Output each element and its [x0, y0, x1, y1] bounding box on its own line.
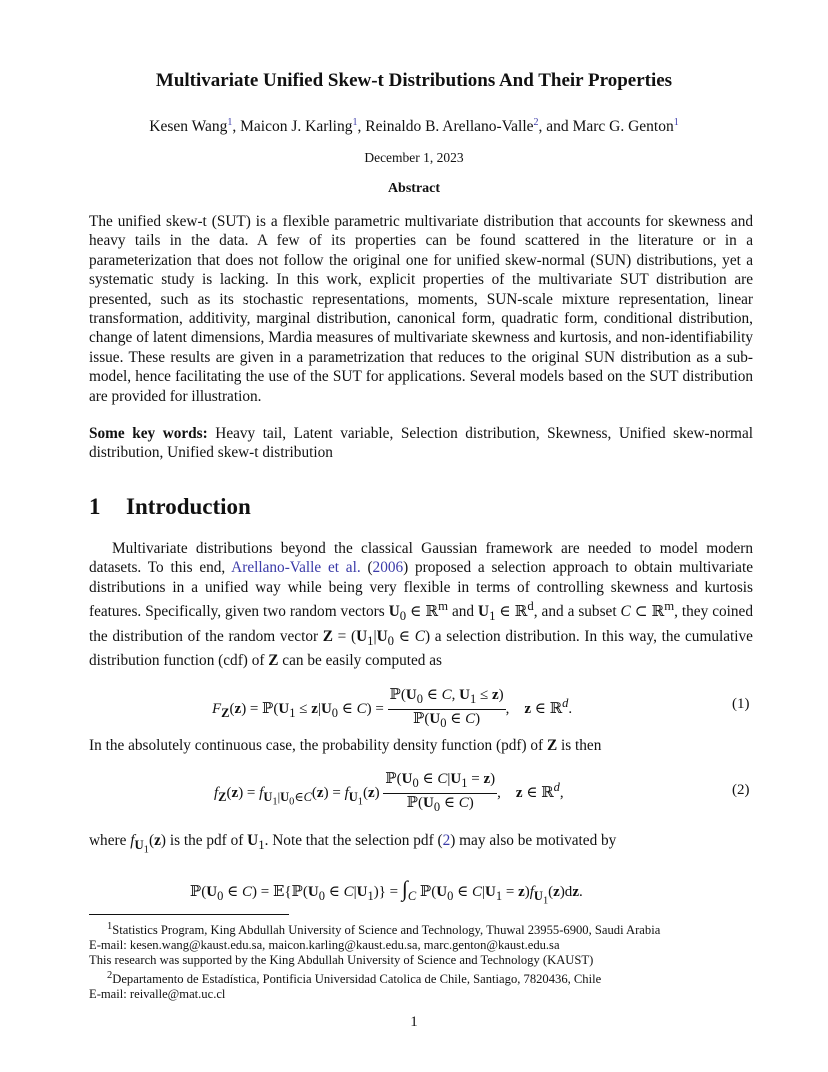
intro-text: is then — [557, 737, 602, 754]
author-separator: , — [357, 118, 366, 136]
intro-text: can be easily computed as — [278, 652, 443, 670]
intro-paragraph: where $f_{U_1}(z)$ is the pdf of $U_1$. Note that the selection pdf (2) may also be motivated by — [89, 832, 617, 856]
paper-title — [0, 70, 828, 92]
keywords-label: Some key words: — [89, 425, 208, 442]
section-title: Introduction — [126, 494, 251, 519]
affiliation-mark[interactable]: 1 — [352, 117, 358, 128]
intro-text: . Note that the selection pdf ( — [264, 832, 443, 849]
abstract-text: The unified skew-t (SUT) is a flexible parametric multivariate distribution that accounts for skewness and heavy tails in the data. A few of its properties can be found scattered in the literature or in a parameterization that does not follow the original one for unified skew-normal (SUN) distributions, yet a systematic study is lacking. In this work, explicit properties of the multivariate SUT distribution are presented, such as its stochastic representations, moments, SUN-scale mixture representation, linear transformation, additivity, marginal distribution, canonical form, quadratic form, conditional distribution, change of latent dimensions, Mardia measures of multivariate skewness and kurtosis, and non-identifiability issue. These results are given in a parametrization that reduces to the original SUN distribution as a sub-model, hence facilitating the use of the SUT for applications. Several models based on the SUT distribution are provided for illustration. — [89, 213, 753, 405]
intro-paragraph: In the absolutely continuous case, the probability density function (pdf) of Z is then — [89, 737, 602, 754]
footnote-rule — [89, 914, 289, 915]
abstract-heading: Abstract — [387, 181, 441, 196]
intro-text: Multivariate distributions beyond the classical Gaussian framework are needed to model modern datasets. To this end, — [89, 540, 753, 577]
affiliation-mark[interactable]: 2 — [533, 117, 539, 128]
footnote-mark: 1 — [107, 921, 113, 932]
equation-2-body: $f_Z(z) = f_{U_1|U_0\in C}(z) = f_{U_1}(z)$ $\frac{ℙ(U_0 \in C|U_1 = z)}{ℙ(U_0 \in C)}$ , z ∈ ℝ$^d$, — [214, 770, 564, 817]
keywords-list: Heavy tail, Latent variable, Selection distribution, Skewness, Unified skew-normal distribution, Unified skew-t distribution — [89, 425, 753, 462]
arxiv-sidebar — [16, 272, 56, 692]
intro-text: , they coined the distribution of the random vector — [89, 603, 753, 645]
intro-text: a selection distribution. In this way, the cumulative distribution function (cdf) of — [89, 627, 753, 670]
section-heading — [89, 494, 251, 520]
footnote-email: E-mail: reivalle@mat.uc.cl — [89, 987, 226, 1002]
fraction: $\frac{ℙ(U_0 \in C, U_1 \le z)}{ℙ(U_0 \in C)}$ — [389, 687, 504, 730]
equation-2-tag: (2) — [732, 782, 750, 798]
page-number: 1 — [410, 1014, 418, 1030]
footnote-text: Statistics Program, King Abdullah University of Science and Technology, Thuwal 23955-6900, Saudi Arabia — [112, 923, 661, 938]
section-number: 1 — [89, 494, 101, 519]
equation-1-body: $F_Z(z)$ = $ℙ(U_1 \le z|U_0$ ∈ C) = $\frac{ℙ(U_0 \in C, U_1 \le z)}{ℙ(U_0 \in C)}$ , z ∈ ℝ$^d$. — [212, 686, 572, 733]
intro-text: In the absolutely continuous case, the probability density function (pdf) of — [89, 737, 547, 754]
footnote-1 — [89, 919, 759, 1002]
intro-text: proposed a selection approach to obtain multivariate distributions in a unified way while being very flexible in terms of controlling skewness and kurtosis features. Specifically, given two random vectors — [89, 559, 754, 621]
equation-3-body: $ℙ(U_0$ ∈ $C) = 𝔼\{ℙ(U_0$ ∈ $C|U_1)\} = \int_C$ $ℙ(U_0$ ∈ $C|U_1 = z)f_{U_1}(z)dz$. — [190, 876, 583, 907]
intro-paragraph: Multivariate distributions beyond the classical Gaussian framework are needed to model modern datasets. To this end, Arellano-Valle et al. (2006) proposed a selection approach to obtain multivariate distributions in a unified way while being very flexible in terms of controlling skewness and kurtosis features. Specifically, given two random vectors $U_0$ ∈ ℝ$^m$ and $U_1$ ∈ ℝ$^d$, and a subset C ⊂ ℝ$^m$, they coined the distribution of the random vector $Z = (U_1|U_0$ ∈ C) a selection distribution. In this way, the cumulative distribution function (cdf) of Z can be easily computed as — [89, 540, 754, 670]
intro-text: ) may also be motivated by — [450, 832, 617, 849]
affiliation-mark[interactable]: 1 — [673, 117, 679, 128]
author-name: Kesen Wang — [149, 118, 228, 136]
intro-text: is the pdf of — [166, 832, 248, 849]
equation-reference-link[interactable]: 2 — [442, 832, 451, 849]
citation-link[interactable]: Arellano-Valle et al. — [231, 559, 361, 577]
equation-3 — [0, 876, 828, 908]
author-separator: , and — [538, 118, 573, 136]
author-name: Marc G. Genton — [572, 118, 674, 136]
keywords — [89, 424, 753, 463]
equation-1 — [0, 686, 828, 730]
equation-1-tag: (1) — [732, 696, 750, 712]
footnote-text: Departamento de Estadística, Pontificia Universidad Catolica de Chile, Santiago, 7820436, Chile — [112, 972, 602, 987]
author-name: Maicon J. Karling — [240, 118, 353, 136]
equation-2 — [0, 770, 828, 814]
footnote-mark: 2 — [107, 970, 113, 982]
fraction: $\frac{ℙ(U_0 \in C|U_1 = z)}{ℙ(U_0 \in C)}$ — [385, 771, 496, 814]
paper-title-text: Multivariate Unified Skew-t Distributions And Their Properties — [155, 70, 673, 91]
intro-text: where — [89, 832, 131, 849]
author-separator: , — [232, 118, 241, 136]
footnote-email: E-mail: kesen.wang@kaust.edu.sa, maicon.karling@kaust.edu.sa, marc.genton@kaust.edu.sa — [89, 938, 560, 953]
citation-year-link[interactable]: 2006 — [372, 559, 404, 577]
author-list — [0, 117, 828, 136]
affiliation-mark[interactable]: 1 — [227, 117, 233, 128]
paper-date: December 1, 2023 — [364, 150, 464, 165]
author-name: Reinaldo B. Arellano-Valle — [365, 118, 534, 136]
footnote-affiliation — [89, 968, 759, 987]
footnote-affiliation — [89, 919, 759, 938]
footnote-support: This research was supported by the King Abdullah University of Science and Technology (KAUST) — [89, 953, 594, 968]
